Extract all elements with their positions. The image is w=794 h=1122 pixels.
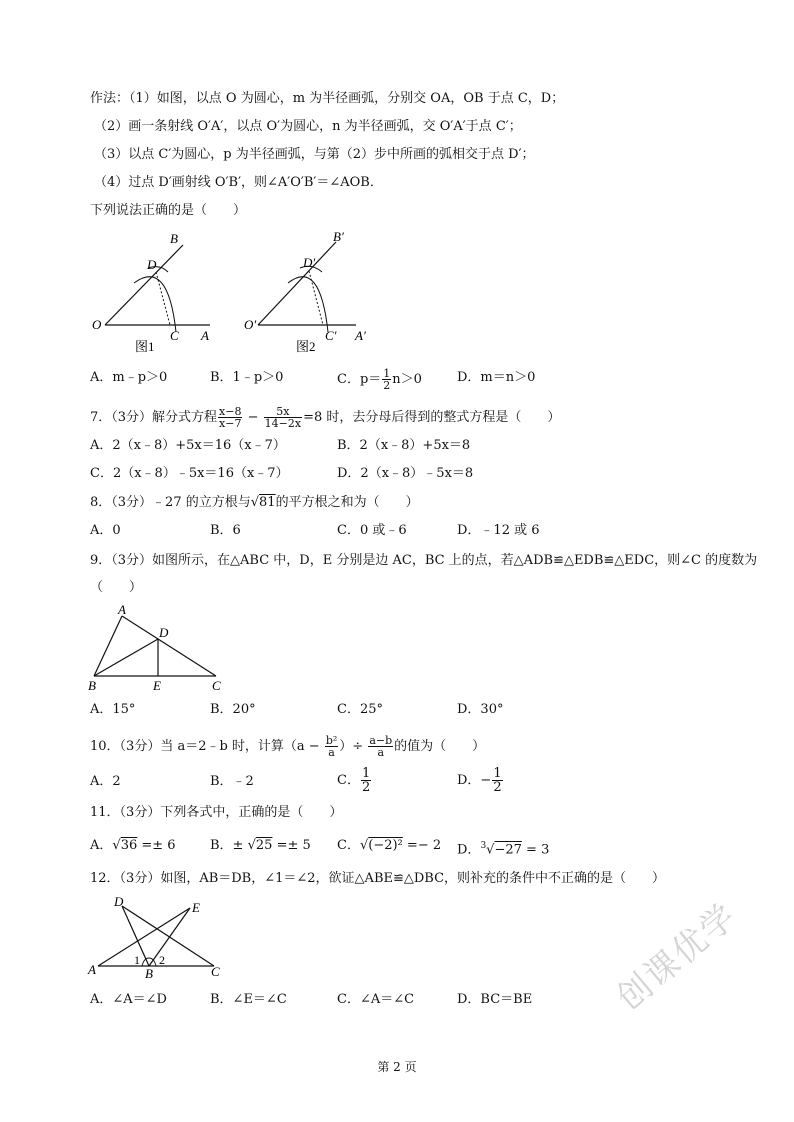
q10-c-den: 2	[361, 780, 371, 795]
q9-figure	[86, 602, 236, 694]
watermark: 创课优学	[609, 895, 746, 1019]
q11-a-pre: A．	[90, 838, 113, 853]
q6-c-den: 2	[383, 379, 391, 392]
q11-option-b[interactable]: B．± √25 =± 5	[210, 838, 311, 853]
q12-label-C: C	[211, 964, 220, 979]
fig1-caption: 图1	[135, 339, 155, 354]
q9-label-C: C	[212, 678, 221, 693]
q11-c-rad: (−2)²	[368, 838, 403, 853]
q11-a-rad: 36	[120, 838, 138, 853]
q7-fraction-2	[264, 406, 302, 429]
q9-stem: 9．（3分）如图所示，在△ABC 中，D，E 分别是边 AC，BC 上的点，若△ADB≌△EDB≌△EDC，则∠C 的度数为	[90, 553, 758, 568]
q9-label-D: D	[159, 625, 169, 640]
method-step2: （2）画一条射线 O′A′，以点 O′为圆心，n 为半径画弧，交 O′A′于点 C′；	[94, 119, 522, 134]
q8-option-c[interactable]: C．0 或﹣6	[337, 523, 407, 538]
fig2-label-A: A′	[355, 328, 366, 343]
fig1-label-O: O	[92, 317, 102, 332]
q12-label-A: A	[88, 962, 96, 977]
figure-1	[92, 231, 210, 354]
q9-option-c[interactable]: C．25°	[337, 702, 383, 717]
q7-f2-num: 5x	[264, 406, 302, 418]
figure-2	[244, 229, 366, 354]
q10-d-pre: D．−	[457, 773, 492, 788]
fig1-label-D: D	[147, 257, 157, 272]
q7-f1-den: x−7	[219, 417, 242, 430]
q6-option-b[interactable]: B．1﹣p＞0	[210, 370, 284, 385]
q10-f1-num: b²	[325, 734, 338, 747]
q8-option-d[interactable]: D．﹣12 或 6	[457, 523, 540, 538]
q9-option-a[interactable]: A．15°	[90, 702, 136, 717]
q8-option-a[interactable]: A．0	[90, 523, 121, 538]
q6-c-pre: C．p＝	[337, 372, 382, 387]
q7-stem-pre: 7．（3分）解分式方程	[90, 410, 218, 425]
fig1-label-C: C	[170, 328, 179, 343]
q6-c-num: 1	[383, 367, 391, 380]
q12-figure	[86, 896, 236, 984]
q6-figures	[88, 228, 388, 358]
q7-minus: −	[247, 410, 259, 425]
q7-option-a[interactable]: A．2（x﹣8）+5x＝16（x﹣7）	[90, 438, 286, 453]
fig1-label-B: B	[170, 231, 178, 246]
q9-paren: （ ）	[90, 580, 143, 595]
fig2-label-C: C′	[325, 328, 337, 343]
q6-option-a[interactable]: A．m﹣p＞0	[90, 370, 168, 385]
q10-f2-num: a−b	[369, 734, 393, 747]
q12-option-b[interactable]: B．∠E＝∠C	[210, 992, 287, 1007]
page-footer: 第 2 页	[377, 1060, 417, 1074]
q10-f1-den: a	[328, 746, 335, 759]
q7-f2-den: 14−2x	[264, 417, 302, 430]
fig2-label-B: B′	[333, 229, 344, 244]
q8-stem: 8．（3分）﹣27 的立方根与√81的平方根之和为（ ）	[90, 495, 419, 510]
q6-question: 下列说法正确的是（ ）	[90, 203, 247, 218]
q11-c-pre: C．	[337, 838, 360, 853]
q12-option-a[interactable]: A．∠A＝∠D	[90, 992, 167, 1007]
q11-b-pre: B．±	[210, 838, 244, 853]
q10-c-fraction	[361, 767, 371, 794]
q10-c-num: 1	[361, 766, 371, 781]
q10-fraction-2	[368, 735, 393, 758]
q7-fraction-1	[218, 406, 242, 429]
q7-option-c[interactable]: C．2（x﹣8）﹣5x＝16（x﹣7）	[90, 466, 289, 481]
q10-d-den: 2	[493, 780, 502, 795]
q9-label-E: E	[153, 678, 161, 693]
q7-option-b[interactable]: B．2（x﹣8）+5x＝8	[337, 438, 471, 453]
q10-mid: ）÷	[339, 739, 364, 754]
fig2-label-D: D′	[303, 255, 316, 270]
q11-option-c[interactable]: C．√(−2)² =− 2	[337, 838, 442, 853]
method-step3: （3）以点 C′为圆心，p 为半径画弧，与第（2）步中所画的弧相交于点 D′；	[94, 147, 535, 162]
q9-label-B: B	[88, 678, 96, 693]
q8-stem-post: 的平方根之和为（ ）	[275, 495, 419, 510]
q10-stem	[90, 733, 485, 761]
q6-c-post: n＞0	[392, 372, 422, 387]
q10-option-b[interactable]: B．﹣2	[210, 774, 254, 789]
q7-stem-post: =8 时，去分母后得到的整式方程是（ ）	[303, 410, 561, 425]
q11-b-rad: 25	[255, 838, 273, 853]
q11-stem: 11．（3分）下列各式中，正确的是（ ）	[90, 805, 343, 820]
q11-d-index: 3	[480, 841, 487, 851]
method-step4: （4）过点 D′画射线 O′B′，则∠A′O′B′＝∠AOB．	[94, 175, 383, 190]
q12-option-c[interactable]: C．∠A＝∠C	[337, 992, 415, 1007]
q9-option-b[interactable]: B．20°	[210, 702, 256, 717]
q10-d-fraction	[492, 767, 502, 794]
fig1-label-A: A	[201, 328, 209, 343]
q11-d-post: = 3	[526, 842, 550, 858]
q10-stem-pre: 10．（3分）当 a＝2﹣b 时，计算（a −	[90, 739, 320, 754]
q12-angle-1: 1	[134, 953, 140, 967]
q7-f1-num: x−8	[219, 405, 242, 418]
q8-option-b[interactable]: B．6	[210, 523, 241, 538]
q11-d-rad: −27	[494, 842, 522, 858]
q11-c-post: =− 2	[406, 838, 442, 853]
q11-d-pre: D．	[457, 842, 481, 858]
q12-label-D: D	[114, 896, 124, 909]
q7-stem	[90, 404, 560, 432]
q10-c-pre: C．	[337, 773, 360, 788]
q12-angle-2: 2	[159, 953, 165, 967]
q12-label-B: B	[145, 966, 153, 981]
q6-option-c[interactable]	[337, 368, 422, 391]
q10-f2-den: a	[377, 746, 385, 759]
method-step1	[90, 89, 564, 109]
q12-option-d[interactable]: D．BC＝BE	[457, 992, 533, 1007]
q10-d-num: 1	[493, 766, 502, 781]
q9-label-A: A	[118, 602, 126, 617]
method-step1-text: （1）如图，以点 O 为圆心，m 为半径画弧，分别交 OA，OB 于点 C，D；	[129, 91, 565, 106]
q10-option-a[interactable]: A．2	[90, 774, 121, 789]
q12-stem: 12．（3分）如图，AB＝DB，∠1＝∠2，欲证△ABE≌△DBC，则补充的条件中不正确的是（ ）	[90, 871, 666, 886]
method-lead: 作法：	[90, 91, 130, 106]
fig2-caption: 图2	[296, 339, 316, 354]
q8-radicand: 81	[259, 495, 276, 510]
q9-option-d[interactable]: D．30°	[457, 702, 504, 717]
q8-stem-pre: 8．（3分）﹣27 的立方根与	[90, 495, 251, 510]
q12-label-E: E	[192, 900, 200, 915]
q10-fraction-1	[325, 735, 338, 758]
q10-stem-post: 的值为（ ）	[394, 739, 486, 754]
q11-b-post: =± 5	[276, 838, 311, 853]
q10-option-c[interactable]	[337, 766, 372, 796]
q11-option-a[interactable]: A．√36 =± 6	[90, 838, 176, 853]
q11-a-post: =± 6	[141, 838, 176, 853]
q10-option-d[interactable]	[457, 766, 504, 796]
fig2-label-O: O′	[244, 317, 257, 332]
q6-option-d[interactable]: D．m＝n＞0	[457, 370, 536, 385]
q6-c-fraction	[382, 368, 391, 391]
q11-option-d[interactable]: D．$^3$√−27 = 3	[457, 841, 550, 858]
q7-option-d[interactable]: D．2（x﹣8）﹣5x＝8	[337, 466, 474, 481]
